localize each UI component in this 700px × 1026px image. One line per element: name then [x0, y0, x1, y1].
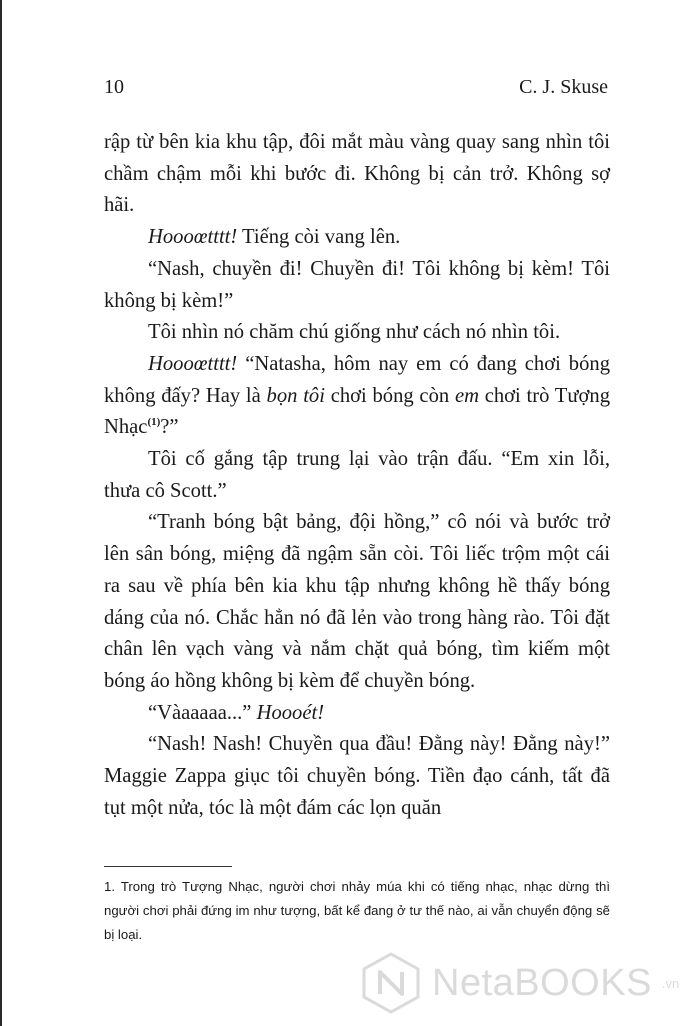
footnote [104, 875, 610, 947]
paragraph [104, 254, 610, 317]
page-edge-shadow [0, 0, 2, 1026]
italic-run: Hoooœtttt! [148, 352, 238, 375]
netabooks-watermark [360, 948, 679, 1018]
text-run: Tôi cố gắng tập trung lại vào trận đấu. “Em xin lỗi, thưa cô Scott.” [104, 448, 610, 502]
watermark-brand: NetaBOOKS [432, 961, 652, 1004]
netabooks-n-logo-icon [360, 952, 422, 1014]
italic-run: Hoooœtttt! [148, 226, 238, 249]
text-run: Tiếng còi vang lên. [237, 226, 401, 249]
page-number: 10 [104, 76, 124, 98]
text-run: rập từ bên kia khu tập, đôi mắt màu vàng quay sang nhìn tôi chầm chậm mỗi khi bước đi. Không bị cản trở. Không sợ hãi. [104, 131, 610, 217]
watermark-suffix: .vn [661, 975, 680, 991]
body-text [104, 127, 610, 824]
paragraph [104, 317, 610, 349]
text-run: “Tranh bóng bật bảng, đội hồng,” cô nói và bước trở lên sân bóng, miệng đã ngậm sẵn còi. Tôi liếc trộm một cái ra sau về phía bên kia khu tập nhưng không hề thấy bóng dáng của nó. Chắc hẳn nó đã lẻn vào trong hàng rào. Tôi đặt chân lên vạch vàng và nắm chặt quả bóng, tìm kiếm một bóng áo hồng không bị kèm để chuyền bóng. [104, 511, 610, 692]
footnote-divider [104, 866, 232, 867]
text-run: ?” [160, 416, 179, 439]
italic-run: bọn tôi [266, 384, 325, 407]
text-run: “Vàaaaaa...” [148, 701, 257, 724]
author-name: C. J. Skuse [519, 76, 608, 98]
italic-run: Hoooét! [256, 701, 325, 724]
paragraph [104, 729, 610, 824]
text-run: Tôi nhìn nó chăm chú giống như cách nó nhìn tôi. [148, 321, 561, 344]
paragraph [104, 127, 610, 222]
text-run: chơi trò Tượng Nhạc [104, 384, 610, 439]
running-header [104, 76, 608, 99]
paragraph [104, 698, 610, 730]
italic-run: em [454, 384, 479, 407]
paragraph [104, 222, 610, 254]
paragraph [104, 507, 610, 697]
text-run: chơi bóng còn [324, 384, 455, 407]
footnote-ref: (1) [147, 416, 161, 429]
text-run: “Nash! Nash! Chuyền qua đầu! Đằng này! Đằng này!” Maggie Zappa giục tôi chuyền bóng. Tiền đạo cánh, tất đã tụt một nửa, tóc là một đám các lọn quăn [104, 733, 610, 819]
paragraph [104, 349, 610, 444]
paragraph [104, 444, 610, 507]
text-run: “Natasha, hôm nay em có đang chơi bóng không đấy? Hay là [104, 352, 610, 407]
footnote-text: 1. Trong trò Tượng Nhạc, người chơi nhảy múa khi có tiếng nhạc, nhạc dừng thì người chơi phải đứng im như tượng, bất kể đang ở tư thế nào, ai vẫn chuyển động sẽ bị loại. [104, 879, 610, 942]
text-run: “Nash, chuyền đi! Chuyền đi! Tôi không bị kèm! Tôi không bị kèm!” [104, 257, 610, 312]
